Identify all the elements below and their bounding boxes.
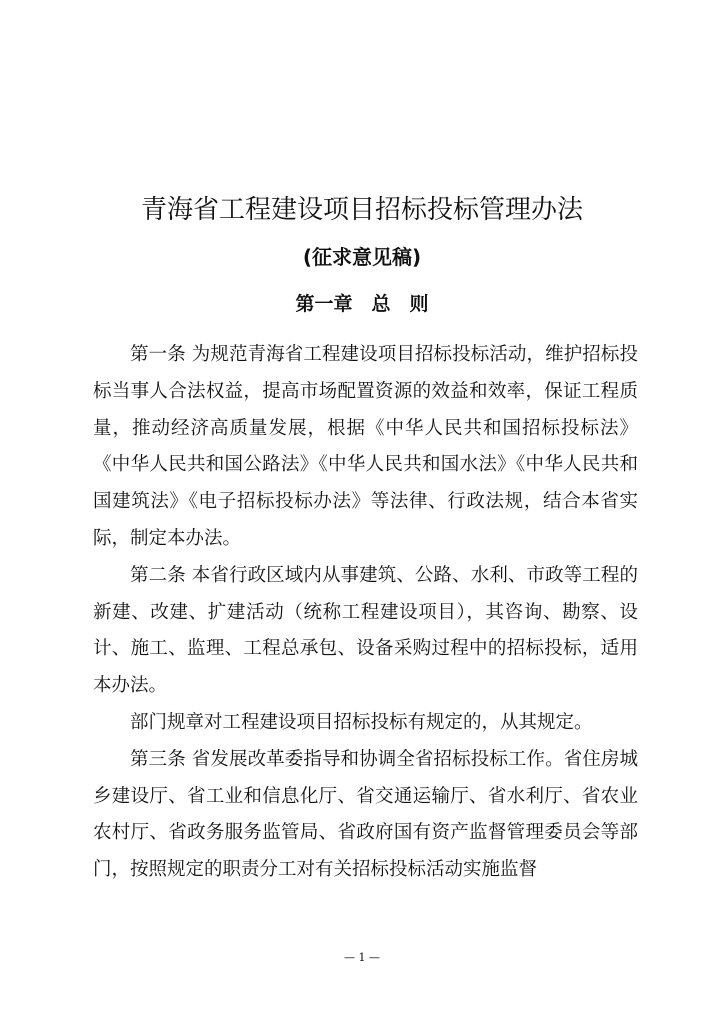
- article-text: 省发展改革委指导和协调全省招标投标工作。省住房城乡建设厅、省工业和信息化厅、省交通运输厅、省水利厅、省农业农村厅、省政务服务监管局、省政府国有资产监督管理委员会等部门，按照规定的职责分工对有关招标投标活动实施监督: [93, 748, 638, 881]
- article-number: 第一条: [130, 344, 186, 365]
- document-subtitle: (征求意见稿): [302, 245, 422, 269]
- article-1: [93, 337, 638, 558]
- article-2: [93, 558, 638, 705]
- document-body: [93, 337, 638, 889]
- document-title: 青海省工程建设项目招标投标管理办法: [140, 195, 583, 225]
- chapter-heading: 第一章 总 则: [295, 293, 429, 315]
- article-2-paragraph-2: [93, 705, 638, 742]
- article-3: [93, 742, 638, 889]
- page-number: — 1 —: [344, 951, 380, 964]
- article-number: 第二条: [130, 564, 186, 586]
- article-text: 本省行政区域内从事建筑、公路、水利、市政等工程的新建、改建、扩建活动（统称工程建设项目），其咨询、勘察、设计、施工、监理、工程总承包、设备采购过程中的招标投标，适用本办法。: [93, 564, 638, 697]
- article-text: 为规范青海省工程建设项目招标投标活动，维护招标投标当事人合法权益，提高市场配置资源的效益和效率，保证工程质量，推动经济高质量发展，根据《中华人民共和国招标投标法》《中华人民共和国公路法》《中华人民共和国水法》《中华人民共和国建筑法》《电子招标投标办法》等法律、行政法规，结合本省实际，制定本办法。: [93, 344, 638, 549]
- article-text: 部门规章对工程建设项目招标投标有规定的，从其规定。: [130, 711, 593, 733]
- article-number: 第三条: [130, 748, 186, 770]
